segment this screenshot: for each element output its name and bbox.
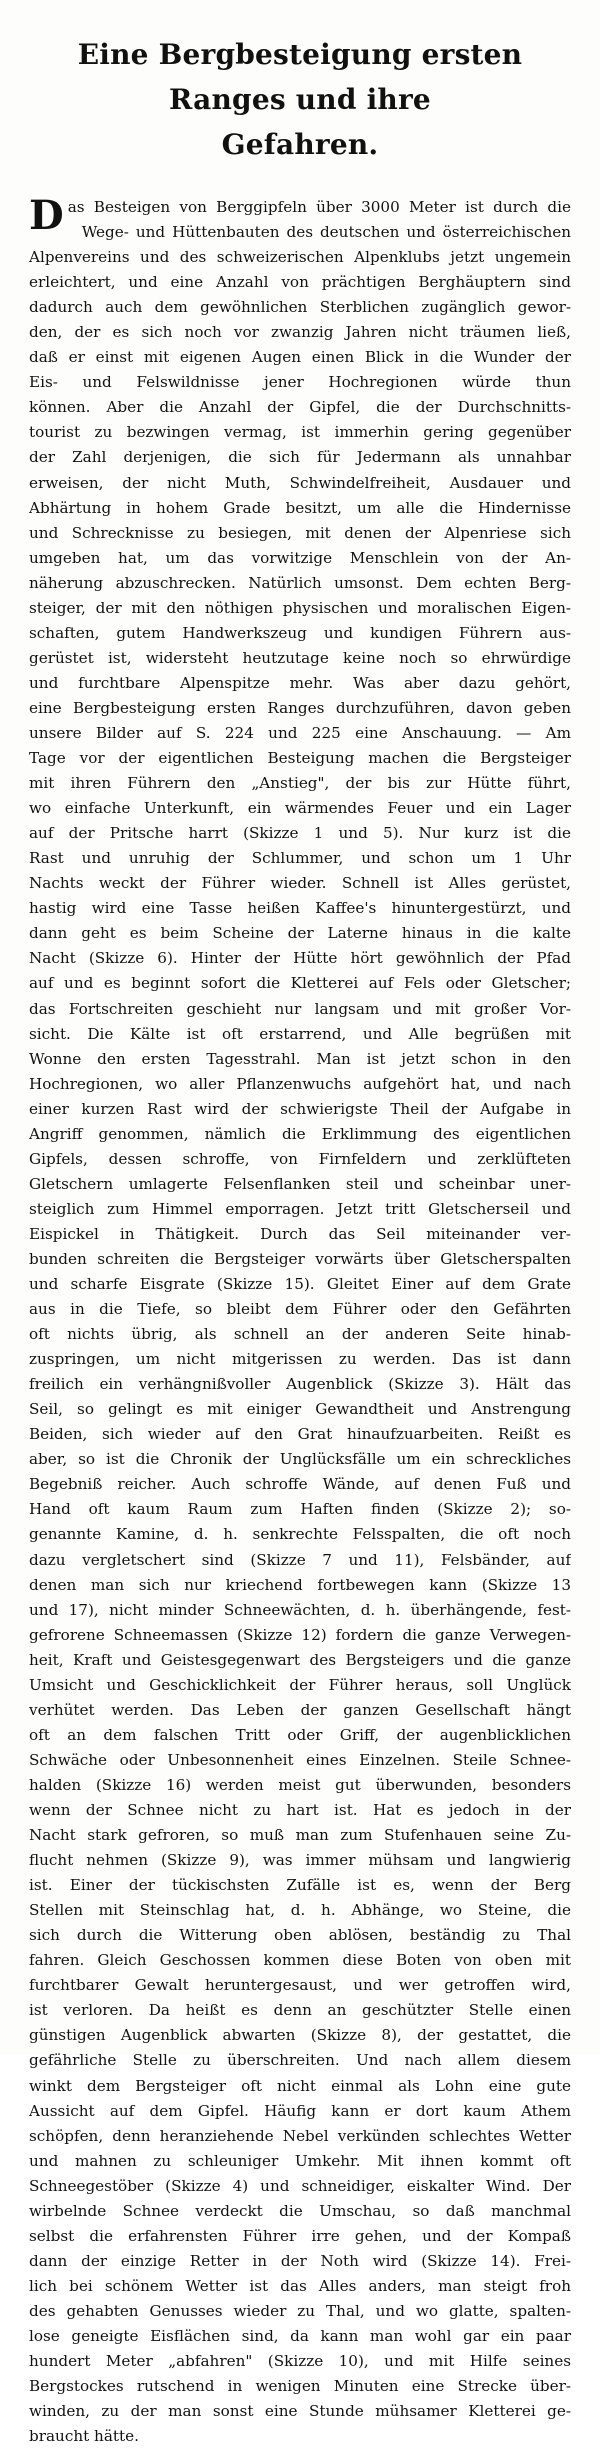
body-line: können. Aber die Anzahl der Gipfel, die der Durchschnitts- (29, 398, 571, 417)
body-line: halden (Skizze 16) werden meist gut überwunden, besonders (29, 1775, 571, 1794)
body-line: unsere Bilder auf S. 224 und 225 eine Anschauung. — Am (29, 723, 571, 742)
body-line: dazu vergletschert sind (Skizze 7 und 11), Felsbänder, auf (29, 1550, 571, 1569)
body-line: Beiden, sich wieder auf den Grat hinaufzuarbeiten. Reißt es (29, 1425, 571, 1444)
body-line: lose geneigte Eisflächen sind, da kann man wohl gar ein paar (29, 2326, 571, 2345)
body-line: dadurch auch dem gewöhnlichen Sterblichen zugänglich gewor- (29, 298, 571, 317)
body-line: freilich ein verhängnißvoller Augenblick (Skizze 3). Hält das (29, 1375, 571, 1394)
body-line: gerüstet ist, widersteht heutzutage keine noch so ehrwürdige (29, 648, 571, 667)
body-line: tourist zu bezwingen vermag, ist immerhin gering gegenüber (29, 423, 571, 442)
body-line: erleichtert, und eine Anzahl von prächtigen Berghäuptern sind (29, 273, 571, 292)
body-line: denen man sich nur kriechend fortbewegen kann (Skizze 13 (29, 1575, 571, 1594)
body-line: daß er einst mit eigenen Augen einen Blick in die Wunder der (29, 348, 571, 367)
body-line: hastig wird eine Tasse heißen Kaffee's hinuntergestürzt, und (29, 899, 571, 918)
body-line: Schneegestöber (Skizze 4) und schneidiger, eiskalter Wind. Der (29, 2176, 571, 2195)
body-line: Nacht stark gefroren, so muß man zum Stufenhauen seine Zu- (29, 1826, 571, 1845)
body-line: und Schrecknisse zu besiegen, mit denen der Alpenriese sich (29, 523, 571, 542)
body-line: Alpenvereins und des schweizerischen Alpenklubs jetzt ungemein (29, 248, 571, 267)
body-line: Aussicht auf dem Gipfel. Häufig kann er dort kaum Athem (29, 2101, 571, 2120)
body-line: ist. Einer der tückischsten Zufälle ist es, wenn der Berg (29, 1876, 571, 1895)
body-line: Eispickel in Thätigkeit. Durch das Seil miteinander ver- (29, 1224, 571, 1243)
body-line: Begebniß reicher. Auch schroffe Wände, auf denen Fuß und (29, 1475, 571, 1494)
body-line: oft nichts übrig, als schnell an der anderen Seite hinab- (29, 1325, 571, 1344)
body-line: einer kurzen Rast wird der schwierigste Theil der Aufgabe in (29, 1099, 571, 1118)
body-line: Nachts weckt der Führer wieder. Schnell ist Alles gerüstet, (29, 874, 571, 893)
body-line: selbst die erfahrensten Führer irre gehen, und der Kompaß (29, 2226, 571, 2245)
body-line: oft an dem falschen Tritt oder Griff, der augenblicklichen (29, 1725, 571, 1744)
body-line: Tage vor der eigentlichen Besteigung machen die Bergsteiger (29, 749, 571, 768)
body-line: Eis- und Felswildnisse jener Hochregionen würde thun (29, 373, 571, 392)
body-line: Rast und unruhig der Schlummer, und schon um 1 Uhr (29, 849, 571, 868)
body-line: mit ihren Führern den „Anstieg", der bis zur Hütte führt, (29, 774, 571, 793)
body-line: dann geht es beim Scheine der Laterne hinaus in die kalte (29, 924, 571, 943)
body-line: sich durch die Witterung oben ablösen, beständig zu Thal (29, 1926, 571, 1945)
body-line: ist verloren. Da heißt es denn an geschützter Stelle einen (29, 2001, 571, 2020)
body-line: gefährliche Stelle zu überschreiten. Und nach allem diesem (29, 2051, 571, 2070)
article-title (29, 32, 571, 167)
body-line: und 17), nicht minder Schneewächten, d. h. überhängende, fest- (29, 1600, 571, 1619)
body-line: genannte Kamine, d. h. senkrechte Felsspalten, die oft noch (29, 1525, 571, 1544)
body-line: furchtbarer Gewalt heruntergesaust, und wer getroffen wird, (29, 1976, 571, 1995)
body-line: den, der es sich noch vor zwanzig Jahren nicht träumen ließ, (29, 323, 571, 342)
body-line: günstigen Augenblick abwarten (Skizze 8), der gestattet, die (29, 2026, 571, 2045)
body-line: auf der Pritsche harrt (Skizze 1 und 5). Nur kurz ist die (29, 824, 571, 843)
body-line: näherung abzuschrecken. Natürlich umsonst. Dem echten Berg- (29, 573, 571, 592)
body-line: verhütet werden. Das Leben der ganzen Gesellschaft hängt (29, 1700, 571, 1719)
body-line: fahren. Gleich Geschossen kommen diese Boten von oben mit (29, 1951, 571, 1970)
article-body (29, 192, 571, 2449)
drop-cap: D (29, 192, 64, 239)
body-line: wo einfache Unterkunft, ein wärmendes Feuer und ein Lager (29, 799, 571, 818)
body-line: der Zahl derjenigen, die sich für Jedermann als unnahbar (29, 448, 571, 467)
body-line: aber, so ist die Chronik der Unglücksfälle um ein schreckliches (29, 1450, 571, 1469)
body-line: Stellen mit Steinschlag hat, d. h. Abhänge, wo Steine, die (29, 1901, 571, 1920)
title-line-1: Eine Bergbesteigung ersten Ranges und ihre (77, 38, 523, 116)
body-line: Abhärtung in hohem Grade besitzt, um alle die Hindernisse (29, 498, 571, 517)
body-line: schaften, gutem Handwerkszeug und kundigen Führern aus- (29, 623, 571, 642)
body-line: das Fortschreiten geschieht nur langsam und mit großer Vor- (29, 999, 571, 1018)
title-line-2: Gefahren. (221, 128, 379, 161)
body-line: schöpfen, denn heranziehende Nebel verkünden schlechtes Wetter (29, 2126, 571, 2145)
body-line: eine Bergbesteigung ersten Ranges durchzuführen, davon geben (29, 698, 571, 717)
body-line: winden, zu der man sonst eine Stunde mühsamer Kletterei ge- (29, 2402, 571, 2421)
body-line: erweisen, der nicht Muth, Schwindelfreiheit, Ausdauer und (29, 473, 571, 492)
body-line: as Besteigen von Berggipfeln über 3000 Meter ist durch die (67, 198, 571, 216)
body-line: Hochregionen, wo aller Pflanzenwuchs aufgehört hat, und nach (29, 1074, 571, 1093)
body-line: Umsicht und Geschicklichkeit der Führer heraus, soll Unglück (29, 1675, 571, 1694)
body-line: Wonne den ersten Tagesstrahl. Man ist jetzt schon in den (29, 1049, 571, 1068)
body-line: heit, Kraft und Geistesgegenwart des Bergsteigers und die ganze (29, 1650, 571, 1669)
body-line: wenn der Schnee nicht zu hart ist. Hat es jedoch in der (29, 1801, 571, 1819)
body-line: bunden schreiten die Bergsteiger vorwärts über Gletscherspalten (29, 1249, 571, 1268)
body-line: Bergstockes rutschend in wenigen Minuten eine Strecke über- (29, 2377, 571, 2396)
body-line: winkt dem Bergsteiger oft nicht einmal als Lohn eine gute (29, 2076, 571, 2095)
body-line: Hand oft kaum Raum zum Haften finden (Skizze 2); so- (29, 1500, 571, 1519)
body-line: Gletschern umlagerte Felsenflanken steil und scheinbar uner- (29, 1174, 571, 1193)
body-line: aus in die Tiefe, so bleibt dem Führer oder den Gefährten (29, 1300, 571, 1319)
body-line: Schwäche oder Unbesonnenheit eines Einzelnen. Steile Schnee- (29, 1750, 571, 1769)
body-line: Gipfels, dessen schroffe, von Firnfeldern und zerklüfteten (29, 1149, 571, 1168)
body-line: Wege- und Hüttenbauten des deutschen und österreichischen (81, 223, 571, 242)
body-line: flucht nehmen (Skizze 9), was immer mühsam und langwierig (29, 1851, 571, 1870)
body-line: zuspringen, um nicht mitgerissen zu werden. Das ist dann (29, 1350, 571, 1369)
body-line: wirbelnde Schnee verdeckt die Umschau, so daß manchmal (29, 2201, 571, 2220)
body-line: und scharfe Eisgrate (Skizze 15). Gleitet Einer auf dem Grate (29, 1275, 571, 1294)
body-line: steiger, der mit den nöthigen physischen und moralischen Eigen- (29, 598, 571, 617)
body-line: Angriff genommen, nämlich die Erklimmung des eigentlichen (29, 1124, 571, 1143)
body-line: des gehabten Genusses wieder zu Thal, und wo glatte, spalten- (29, 2301, 571, 2320)
body-line: auf und es beginnt sofort die Kletterei auf Fels oder Gletscher; (29, 974, 571, 993)
body-line: hundert Meter „abfahren" (Skizze 10), und mit Hilfe seines (29, 2352, 571, 2371)
body-line: Seil, so gelingt es mit einiger Gewandtheit und Anstrengung (29, 1400, 571, 1419)
body-line: steiglich zum Himmel emporragen. Jetzt tritt Gletscherseil und (29, 1199, 571, 1218)
body-line: braucht hätte. (29, 2427, 139, 2446)
body-line: Nacht (Skizze 6). Hinter der Hütte hört gewöhnlich der Pfad (29, 949, 571, 968)
body-line: umgeben hat, um das vorwitzige Menschlein von der An- (29, 548, 571, 567)
body-line: und furchtbare Alpenspitze mehr. Was aber dazu gehört, (29, 673, 571, 692)
body-line: sicht. Die Kälte ist oft erstarrend, und Alle begrüßen mit (29, 1024, 571, 1043)
body-line: dann der einzige Retter in der Noth wird (Skizze 14). Frei- (29, 2251, 571, 2270)
body-line: gefrorene Schneemassen (Skizze 12) fordern die ganze Verwegen- (29, 1625, 571, 1644)
body-line: und mahnen zu schleuniger Umkehr. Mit ihnen kommt oft (29, 2151, 571, 2170)
body-line: lich bei schönem Wetter ist das Alles anders, man steigt froh (29, 2276, 571, 2295)
